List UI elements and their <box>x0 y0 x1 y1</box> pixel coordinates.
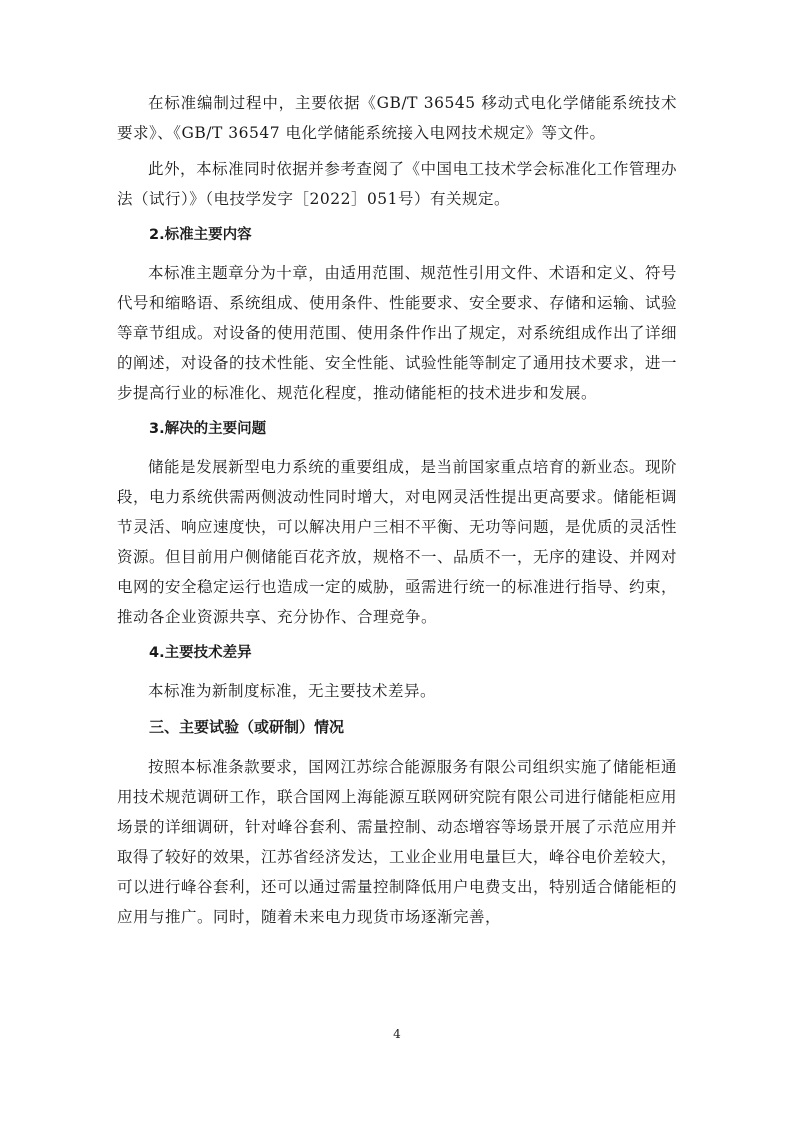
page-number: 4 <box>393 1027 401 1041</box>
heading-problems-solved: 3.解决的主要问题 <box>149 421 267 437</box>
paragraph-problems-solved: 储能是发展新型电力系统的重要组成，是当前国家重点培育的新业态。现阶段，电力系统供需两侧波动性同时增大，对电网灵活性提出更高要求。储能柜调节灵活、响应速度快，可以解决用户三相不平衡、无功等问题，是优质的灵活性资源。但目前用户侧储能百花齐放，规格不一、品质不一，无序的建设、并网对电网的安全稳定运行也造成一定的威胁，亟需进行统一的标准进行指导、约束，推动各企业资源共享、充分协作、合理竞争。 <box>117 458 678 626</box>
paragraph-main-content: 本标准主题章分为十章，由适用范围、规范性引用文件、术语和定义、符号代号和缩略语、系统组成、使用条件、性能要求、安全要求、存储和运输、试验等章节组成。对设备的使用范围、使用条件作出了规定，对系统组成作出了详细的阐述，对设备的技术性能、安全性能、试验性能等制定了通用技术要求，进一步提高行业的标准化、规范化程度，推动储能柜的技术进步和发展。 <box>117 264 678 402</box>
section-heading-experiments: 三、主要试验（或研制）情况 <box>149 718 345 736</box>
page-content <box>117 88 677 938</box>
heading-main-content: 2.标准主要内容 <box>149 227 252 243</box>
heading-technical-differences: 4.主要技术差异 <box>149 645 252 661</box>
paragraph-reference: 此外，本标准同时依据并参考查阅了《中国电工技术学会标准化工作管理办法（试行）》（电技学发字［2022］051号）有关规定。 <box>117 160 677 208</box>
paragraph-basis: 在标准编制过程中，主要依据《GB/T 36545 移动式电化学储能系统技术要求》、《GB/T 36547 电化学储能系统接入电网技术规定》等文件。 <box>117 94 677 142</box>
paragraph-technical-differences: 本标准为新制度标准，无主要技术差异。 <box>148 682 437 700</box>
paragraph-experiments: 按照本标准条款要求，国网江苏综合能源服务有限公司组织实施了储能柜通用技术规范调研工作，联合国网上海能源互联网研究院有限公司进行储能柜应用场景的详细调研，针对峰谷套利、需量控制、动态增容等场景开展了示范应用并取得了较好的效果，江苏省经济发达，工业企业用电量巨大，峰谷电价差较大，可以进行峰谷套利，还可以通过需量控制降低用户电费支出，特别适合储能柜的应用与推广。同时，随着未来电力现货市场逐渐完善， <box>117 758 678 926</box>
